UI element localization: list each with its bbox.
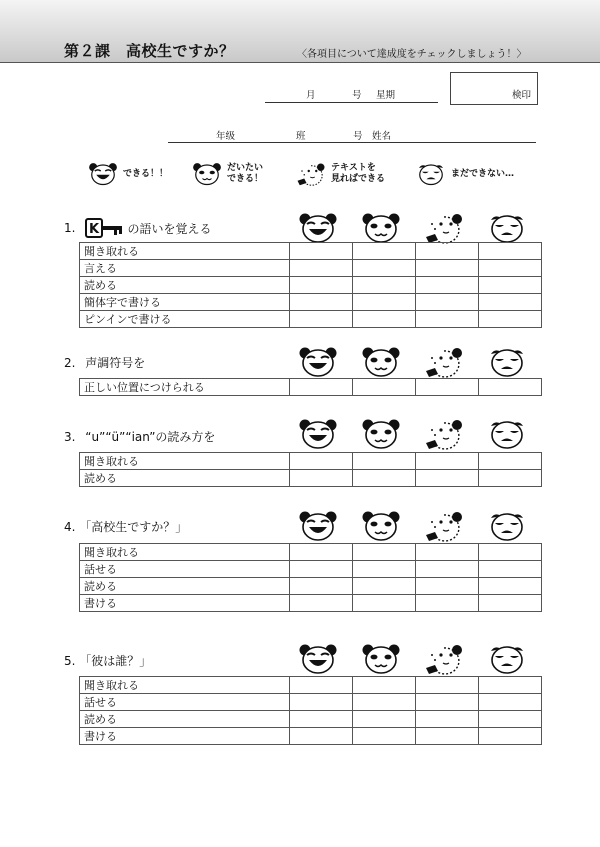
- section-number: 1.: [64, 221, 76, 235]
- legend-label: だいたい: [227, 163, 264, 173]
- section-title-text: 「彼は誰？」: [79, 654, 152, 668]
- check-cell[interactable]: [479, 260, 542, 277]
- content-face-icon: [361, 346, 401, 378]
- student-underline: [168, 142, 536, 143]
- section-title-text: 「高校生ですか？」: [79, 520, 188, 534]
- table-row: [80, 277, 542, 294]
- student-number-label: 号: [353, 131, 363, 142]
- check-cell[interactable]: [353, 544, 416, 561]
- table-row: [80, 544, 542, 561]
- legend-label: できる！: [227, 174, 264, 184]
- legend-label: 見ればできる: [331, 174, 386, 184]
- worried-face-icon: [424, 643, 464, 675]
- check-cell[interactable]: [416, 595, 479, 612]
- check-cell[interactable]: [416, 711, 479, 728]
- check-cell[interactable]: [290, 379, 353, 396]
- check-cell[interactable]: [290, 294, 353, 311]
- check-cell[interactable]: [479, 694, 542, 711]
- item-label: 聞き取れる: [80, 544, 290, 561]
- check-cell[interactable]: [416, 294, 479, 311]
- worried-face-icon: [424, 346, 464, 378]
- check-cell[interactable]: [290, 243, 353, 260]
- check-cell[interactable]: [479, 677, 542, 694]
- table-row: [80, 379, 542, 396]
- check-cell[interactable]: [479, 294, 542, 311]
- item-label: 話せる: [80, 561, 290, 578]
- check-cell[interactable]: [290, 728, 353, 745]
- check-cell[interactable]: [290, 470, 353, 487]
- content-face-icon: [361, 212, 401, 244]
- lesson-title: 第２課 高校生ですか？: [64, 42, 235, 60]
- check-cell[interactable]: [416, 578, 479, 595]
- sad-face-icon: [487, 418, 527, 450]
- check-cell[interactable]: [416, 561, 479, 578]
- weekday-label: 星期: [376, 90, 396, 101]
- legend-label: まだできない…: [451, 168, 515, 179]
- item-label: 読める: [80, 277, 290, 294]
- check-cell[interactable]: [479, 379, 542, 396]
- content-face-icon: [361, 510, 401, 542]
- section-3-face-header: [286, 418, 538, 450]
- grade-label: 年级: [216, 131, 236, 142]
- legend-item-cannot: [416, 162, 514, 186]
- item-label: 言える: [80, 260, 290, 277]
- section-3-title: [64, 428, 215, 445]
- item-label: 簡体字で書ける: [80, 294, 290, 311]
- check-cell[interactable]: [479, 311, 542, 328]
- section-number: 3.: [64, 430, 76, 444]
- section-5-title: [64, 652, 151, 669]
- check-cell[interactable]: [353, 561, 416, 578]
- item-label: 読める: [80, 578, 290, 595]
- check-cell[interactable]: [353, 311, 416, 328]
- check-cell[interactable]: [416, 260, 479, 277]
- section-3-table: [79, 452, 542, 487]
- check-cell[interactable]: [353, 728, 416, 745]
- section-1-table: [79, 242, 542, 328]
- check-cell[interactable]: [353, 470, 416, 487]
- check-cell[interactable]: [416, 311, 479, 328]
- check-cell[interactable]: [416, 694, 479, 711]
- header-divider: [0, 62, 600, 63]
- check-cell[interactable]: [290, 595, 353, 612]
- check-cell[interactable]: [290, 453, 353, 470]
- table-row: [80, 243, 542, 260]
- legend-label: テキストを: [331, 163, 376, 173]
- sad-face-icon: [416, 162, 446, 186]
- worried-face-icon: [424, 510, 464, 542]
- table-row: [80, 711, 542, 728]
- section-4-face-header: [286, 510, 538, 542]
- check-cell[interactable]: [479, 578, 542, 595]
- happy-face-icon: [298, 212, 338, 244]
- sad-face-icon: [487, 643, 527, 675]
- content-face-icon: [192, 162, 222, 186]
- month-label: 月: [306, 90, 316, 101]
- check-cell[interactable]: [416, 728, 479, 745]
- section-title-text: の語いを覚える: [127, 221, 212, 236]
- item-label: ピンインで書ける: [80, 311, 290, 328]
- check-cell[interactable]: [353, 294, 416, 311]
- check-cell[interactable]: [479, 243, 542, 260]
- happy-face-icon: [298, 510, 338, 542]
- table-row: [80, 728, 542, 745]
- table-row: [80, 595, 542, 612]
- sad-face-icon: [487, 510, 527, 542]
- check-cell[interactable]: [290, 694, 353, 711]
- check-cell[interactable]: [479, 277, 542, 294]
- check-cell[interactable]: [479, 453, 542, 470]
- date-underline: [265, 102, 438, 103]
- section-5-face-header: [286, 643, 538, 675]
- check-cell[interactable]: [353, 578, 416, 595]
- item-label: 聞き取れる: [80, 243, 290, 260]
- check-cell[interactable]: [290, 311, 353, 328]
- check-cell[interactable]: [353, 595, 416, 612]
- legend-item-mostly: [192, 162, 263, 186]
- check-cell[interactable]: [290, 711, 353, 728]
- check-cell[interactable]: [416, 243, 479, 260]
- legend-label: できる！！: [123, 168, 169, 179]
- check-cell[interactable]: [290, 544, 353, 561]
- section-4-table: [79, 543, 542, 612]
- happy-face-icon: [298, 418, 338, 450]
- worried-face-icon: [296, 162, 326, 186]
- check-cell[interactable]: [416, 453, 479, 470]
- item-label: 聞き取れる: [80, 453, 290, 470]
- check-cell[interactable]: [290, 578, 353, 595]
- table-row: [80, 578, 542, 595]
- check-cell[interactable]: [353, 453, 416, 470]
- content-face-icon: [361, 643, 401, 675]
- check-cell[interactable]: [479, 728, 542, 745]
- check-cell[interactable]: [416, 277, 479, 294]
- check-cell[interactable]: [479, 470, 542, 487]
- check-cell[interactable]: [416, 470, 479, 487]
- section-2-face-header: [286, 346, 538, 378]
- section-4-title: [64, 518, 187, 535]
- key-icon: [83, 218, 127, 238]
- section-number: 2.: [64, 356, 76, 370]
- section-1-title: [64, 218, 211, 238]
- check-cell[interactable]: [290, 277, 353, 294]
- sad-face-icon: [487, 212, 527, 244]
- table-row: [80, 453, 542, 470]
- item-label: 話せる: [80, 694, 290, 711]
- inspection-stamp-box: [450, 72, 538, 105]
- legend-item-with-text: [296, 162, 385, 186]
- happy-face-icon: [298, 643, 338, 675]
- class-label: 班: [296, 131, 306, 142]
- item-label: 書ける: [80, 595, 290, 612]
- check-cell[interactable]: [416, 379, 479, 396]
- check-cell[interactable]: [479, 561, 542, 578]
- check-cell[interactable]: [290, 561, 353, 578]
- section-1-face-header: [286, 212, 538, 244]
- check-cell[interactable]: [479, 595, 542, 612]
- check-cell[interactable]: [353, 379, 416, 396]
- inspection-label: 検印: [511, 90, 531, 101]
- table-row: [80, 260, 542, 277]
- content-face-icon: [361, 418, 401, 450]
- check-cell[interactable]: [416, 544, 479, 561]
- check-cell[interactable]: [290, 260, 353, 277]
- item-label: 聞き取れる: [80, 677, 290, 694]
- legend-item-can-do: [88, 162, 168, 186]
- check-cell[interactable]: [479, 711, 542, 728]
- check-cell[interactable]: [479, 544, 542, 561]
- check-cell[interactable]: [290, 677, 353, 694]
- section-2-title: [64, 354, 145, 371]
- section-5-table: [79, 676, 542, 745]
- table-row: [80, 294, 542, 311]
- lesson-subtitle: 〈各項目について達成度をチェックしましょう！〉: [297, 49, 527, 60]
- section-2-table: [79, 378, 542, 396]
- item-label: 書ける: [80, 728, 290, 745]
- check-cell[interactable]: [353, 711, 416, 728]
- worried-face-icon: [424, 212, 464, 244]
- table-row: [80, 694, 542, 711]
- section-number: 5.: [64, 654, 76, 668]
- worried-face-icon: [424, 418, 464, 450]
- item-label: 読める: [80, 470, 290, 487]
- table-row: [80, 470, 542, 487]
- table-row: [80, 311, 542, 328]
- table-row: [80, 677, 542, 694]
- table-row: [80, 561, 542, 578]
- section-number: 4.: [64, 520, 76, 534]
- check-cell[interactable]: [353, 260, 416, 277]
- item-label: 読める: [80, 711, 290, 728]
- check-cell[interactable]: [416, 677, 479, 694]
- name-label: 姓名: [372, 131, 392, 142]
- happy-face-icon: [298, 346, 338, 378]
- number-label: 号: [352, 90, 362, 101]
- happy-face-icon: [88, 162, 118, 186]
- sad-face-icon: [487, 346, 527, 378]
- check-cell[interactable]: [353, 243, 416, 260]
- section-title-text: 声調符号を: [85, 356, 146, 370]
- check-cell[interactable]: [353, 677, 416, 694]
- section-title-text: “u”“ü”“ian”の読み方を: [85, 430, 216, 444]
- item-label: 正しい位置につけられる: [80, 379, 290, 396]
- check-cell[interactable]: [353, 277, 416, 294]
- check-cell[interactable]: [353, 694, 416, 711]
